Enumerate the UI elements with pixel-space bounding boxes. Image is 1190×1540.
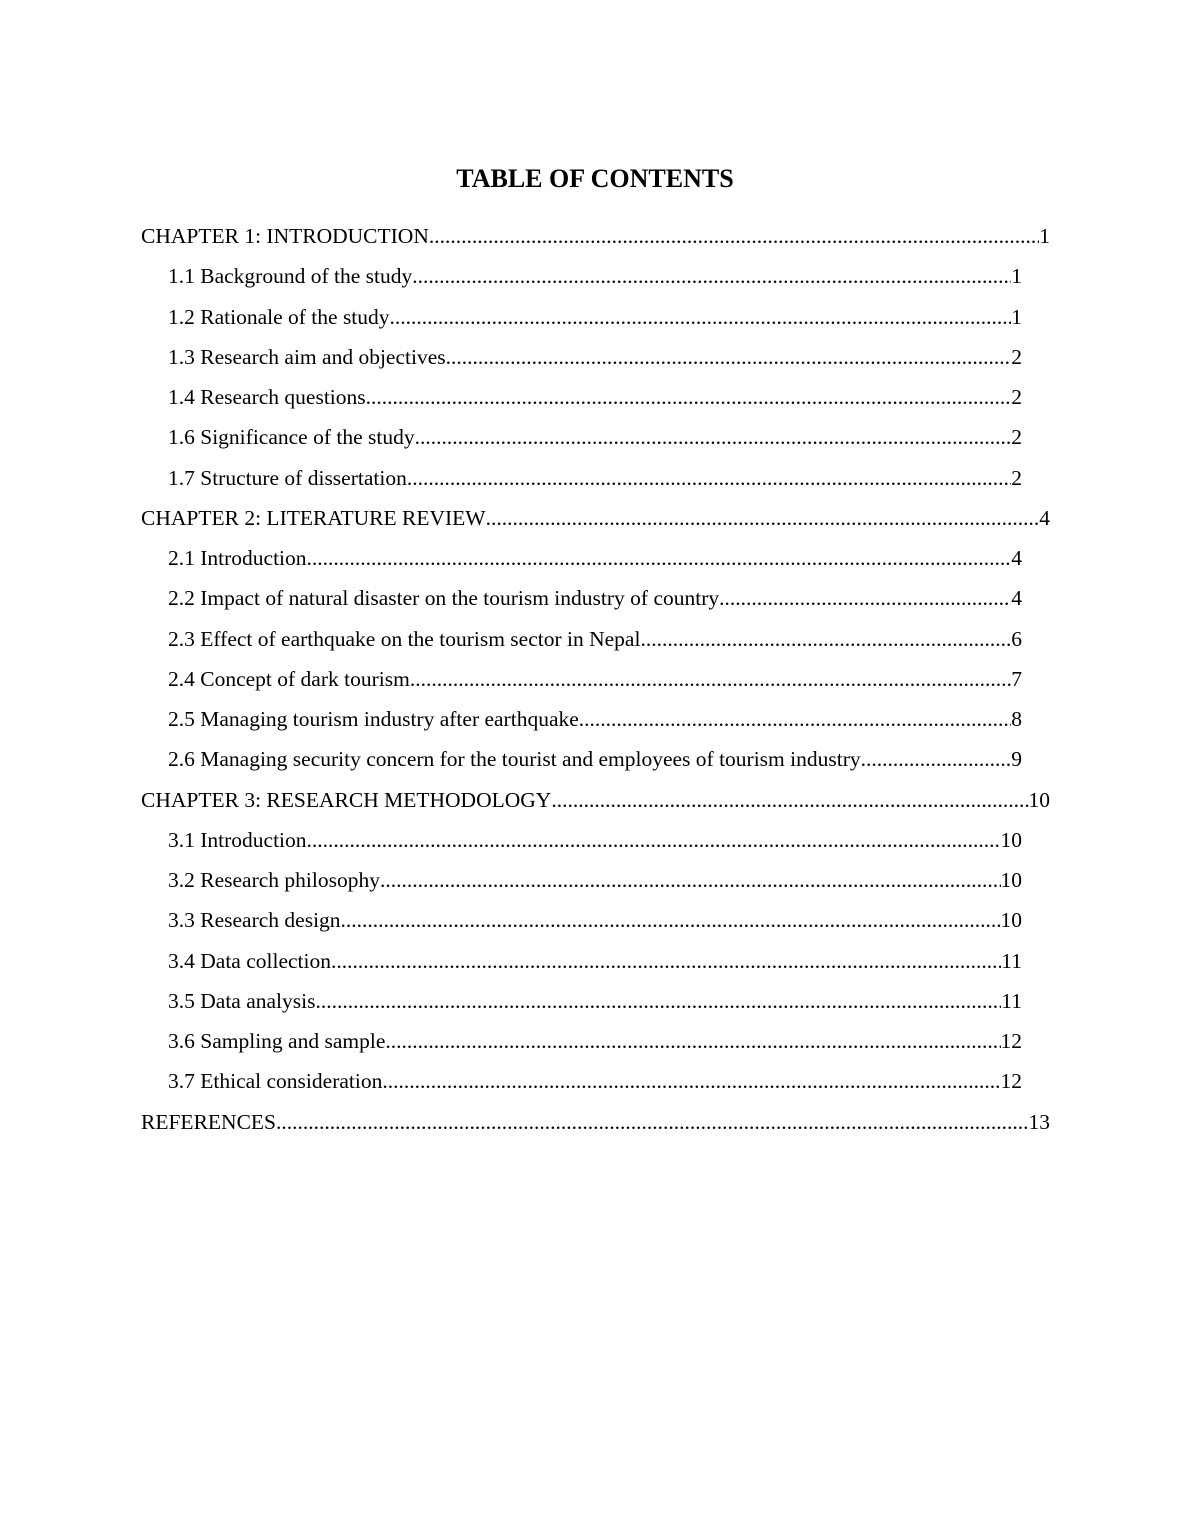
toc-entry-2-3[interactable] — [0, 619, 1190, 659]
toc-entry-3-7[interactable] — [0, 1061, 1190, 1101]
toc-entry-3-5[interactable] — [0, 981, 1190, 1021]
toc-entry-2-4[interactable] — [0, 659, 1190, 699]
toc-leader-dots — [486, 498, 1040, 538]
toc-label: 3.7 Ethical consideration — [168, 1069, 383, 1094]
toc-page-number: 8 — [1011, 707, 1022, 731]
toc-entry-2-2[interactable] — [0, 578, 1190, 618]
toc-leader-dots — [719, 578, 1011, 618]
toc-label: 3.4 Data collection — [168, 948, 331, 973]
toc-label: 1.2 Rationale of the study — [168, 304, 390, 329]
toc-entry-references[interactable] — [0, 1102, 1190, 1142]
toc-label: 1.7 Structure of dissertation — [168, 465, 407, 490]
toc-label: 1.1 Background of the study — [168, 264, 413, 289]
toc-leader-dots — [640, 619, 1011, 659]
toc-page-number: 2 — [1011, 425, 1022, 450]
toc-entry-1-3[interactable] — [0, 337, 1190, 377]
toc-page-number: 10 — [1000, 868, 1022, 892]
toc-leader-dots — [382, 1061, 1000, 1101]
toc-page-number: 2 — [1011, 385, 1022, 409]
toc-label: 3.5 Data analysis — [168, 988, 316, 1013]
toc-page-number: 4 — [1011, 586, 1022, 611]
toc-page-number: 9 — [1011, 747, 1022, 772]
toc-entry-2-1[interactable] — [0, 538, 1190, 578]
page-title: TABLE OF CONTENTS — [456, 164, 734, 193]
toc-page-number: 1 — [1011, 264, 1022, 289]
toc-label: 2.5 Managing tourism industry after earthquake — [168, 707, 579, 731]
toc-leader-dots — [366, 377, 1012, 417]
toc-page-number: 7 — [1011, 666, 1022, 691]
toc-label: CHAPTER 2: LITERATURE REVIEW — [141, 505, 486, 530]
toc-label: 1.4 Research questions — [168, 385, 366, 409]
toc-label: 3.3 Research design — [168, 908, 341, 933]
toc-page-number: 12 — [1000, 1029, 1022, 1053]
toc-label: CHAPTER 1: INTRODUCTION — [141, 224, 429, 248]
toc-entry-2-6[interactable] — [0, 739, 1190, 779]
toc-label: 3.1 Introduction — [168, 827, 307, 852]
toc-leader-dots — [412, 256, 1011, 296]
toc-page-number: 2 — [1011, 465, 1022, 490]
toc-entry-1-1[interactable] — [0, 256, 1190, 296]
toc-entry-chapter-2[interactable] — [0, 498, 1190, 538]
toc-leader-dots — [551, 780, 1028, 820]
toc-entry-3-2[interactable] — [0, 860, 1190, 900]
toc-leader-dots — [315, 981, 1001, 1021]
toc-leader-dots — [380, 860, 1001, 900]
toc-page-number: 10 — [1028, 787, 1050, 812]
toc-page-number: 4 — [1011, 546, 1022, 570]
toc-page-number: 10 — [1000, 827, 1022, 852]
toc-entry-chapter-3[interactable] — [0, 780, 1190, 820]
toc-page-number: 10 — [1000, 908, 1022, 933]
toc-page-number: 1 — [1011, 304, 1022, 329]
toc-entry-1-7[interactable] — [0, 458, 1190, 498]
toc-leader-dots — [861, 739, 1012, 779]
toc-label: 2.4 Concept of dark tourism — [168, 666, 410, 691]
toc-entry-3-6[interactable] — [0, 1021, 1190, 1061]
toc-leader-dots — [341, 900, 1001, 940]
toc-leader-dots — [407, 458, 1011, 498]
toc-label: 1.3 Research aim and objectives — [168, 344, 446, 369]
toc-leader-dots — [429, 216, 1039, 256]
toc-page-number: 6 — [1011, 626, 1022, 651]
toc-leader-dots — [276, 1102, 1029, 1142]
toc-label: CHAPTER 3: RESEARCH METHODOLOGY — [141, 787, 552, 812]
toc-label: 2.3 Effect of earthquake on the tourism sector in Nepal — [168, 626, 641, 651]
toc-leader-dots — [307, 538, 1012, 578]
toc-leader-dots — [410, 659, 1011, 699]
toc-label: 3.6 Sampling and sample — [168, 1029, 386, 1053]
toc-entry-3-3[interactable] — [0, 900, 1190, 940]
toc-label: REFERENCES — [141, 1109, 276, 1134]
toc-entry-1-4[interactable] — [0, 377, 1190, 417]
toc-entry-1-2[interactable] — [0, 297, 1190, 337]
toc-entry-3-1[interactable] — [0, 820, 1190, 860]
toc-entry-1-6[interactable] — [0, 417, 1190, 457]
toc-page-number: 2 — [1011, 344, 1022, 369]
toc-leader-dots — [415, 417, 1012, 457]
toc-leader-dots — [446, 337, 1012, 377]
toc-label: 2.2 Impact of natural disaster on the tourism industry of country — [168, 586, 720, 611]
toc-page-number: 13 — [1028, 1109, 1050, 1134]
toc-leader-dots — [390, 297, 1012, 337]
toc-label: 1.6 Significance of the study — [168, 425, 415, 450]
toc-label: 3.2 Research philosophy — [168, 868, 380, 892]
toc-leader-dots — [307, 820, 1001, 860]
toc-entry-2-5[interactable] — [0, 699, 1190, 739]
toc-entry-chapter-1[interactable] — [0, 216, 1190, 256]
toc-page-number: 11 — [1001, 948, 1022, 973]
toc-label: 2.1 Introduction — [168, 546, 307, 570]
toc-entry-3-4[interactable] — [0, 941, 1190, 981]
toc-page-number: 1 — [1039, 224, 1050, 248]
table-of-contents — [0, 216, 1190, 1142]
toc-page-number: 12 — [1000, 1069, 1022, 1094]
toc-leader-dots — [385, 1021, 1000, 1061]
toc-leader-dots — [331, 941, 1001, 981]
toc-leader-dots — [579, 699, 1011, 739]
toc-page-number: 4 — [1039, 505, 1050, 530]
toc-label: 2.6 Managing security concern for the tourist and employees of tourism industry — [168, 747, 861, 772]
toc-page-number: 11 — [1001, 988, 1022, 1013]
